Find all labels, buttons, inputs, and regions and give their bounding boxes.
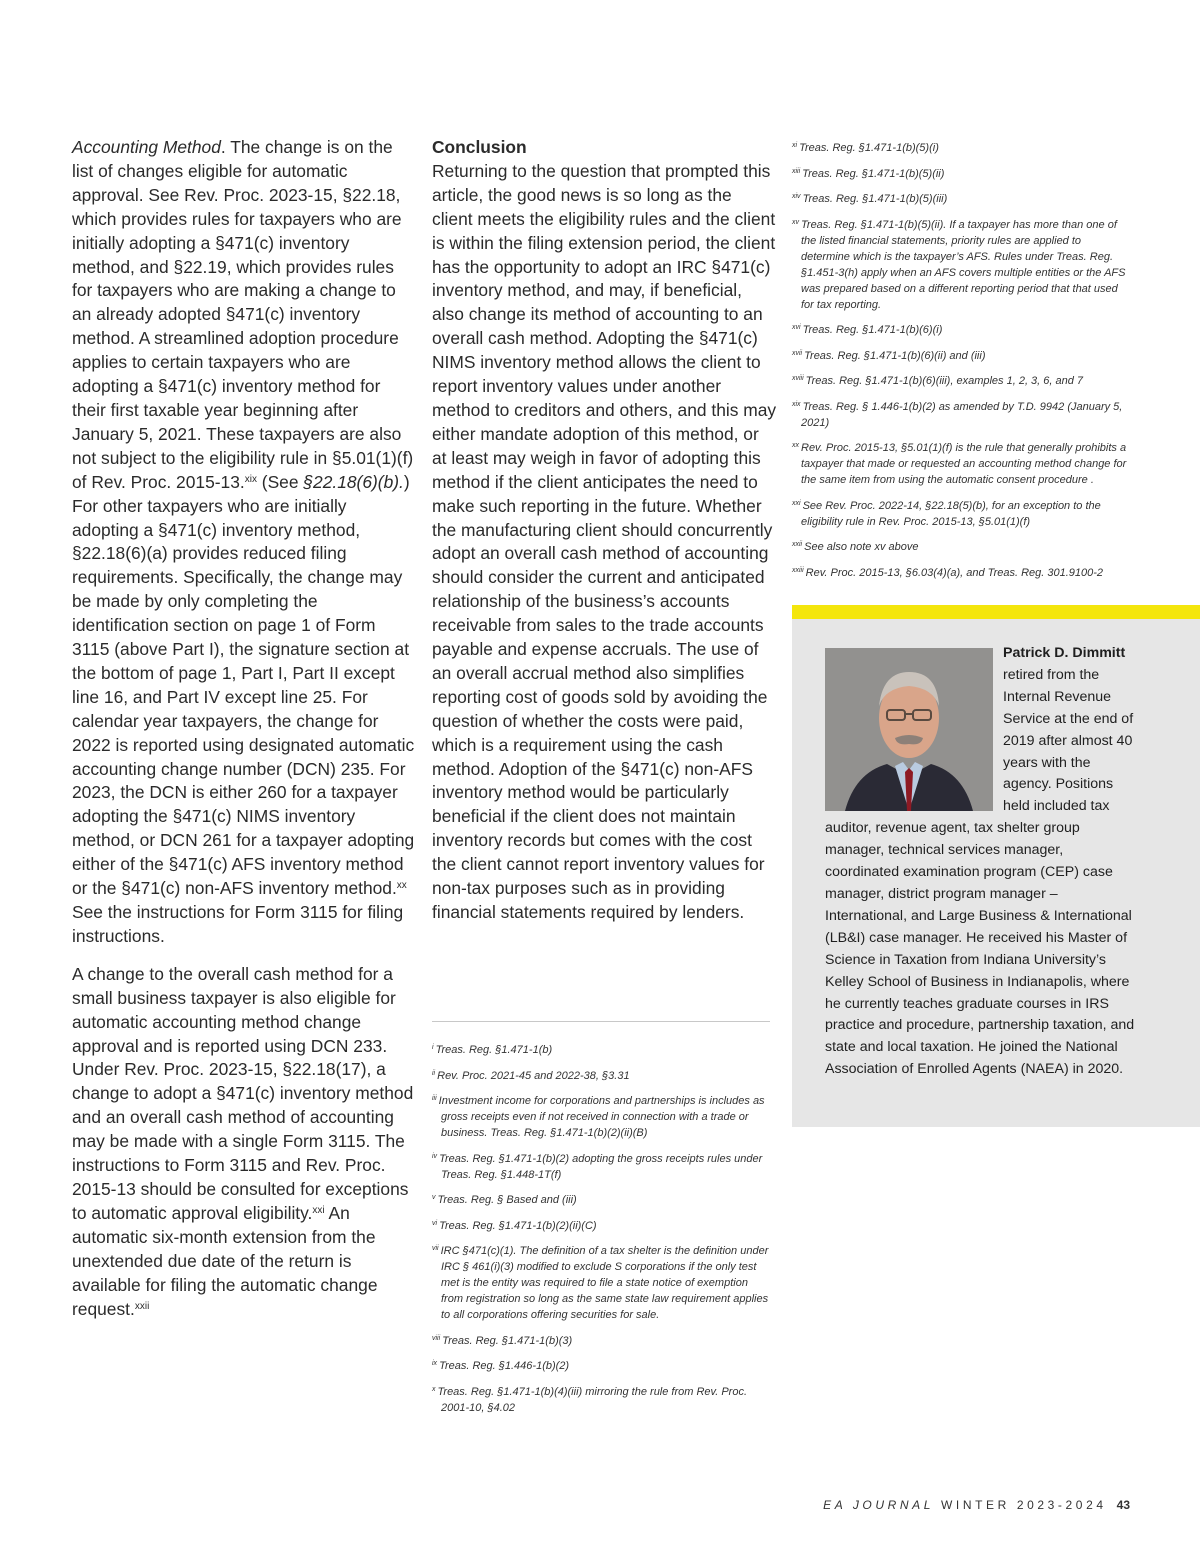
- page-footer: [0, 1498, 1130, 1512]
- footnote-text: IRC §471(c)(1). The definition of a tax shelter is the definition under IRC § 461(i)(3) modified to exclude S corporations if the only test met is the entity was required to file a state notice of exemption from registration so long as the same state law requirement applies to all corporations offering securities for sale.: [440, 1245, 769, 1321]
- footnote-ref[interactable]: xxi: [312, 1204, 325, 1216]
- footnote-text: Treas. Reg. § Based and (iii): [437, 1194, 577, 1206]
- footnote: [432, 1356, 770, 1374]
- footnote: [792, 164, 1132, 182]
- footnote-ref[interactable]: xix: [244, 473, 257, 485]
- footnote-text: Rev. Proc. 2015-13, §5.01(1)(f) is the rule that generally prohibits a taxpayer that made or requested an accounting method change for the same item from using the automatic consent procedure .: [801, 442, 1127, 486]
- footnote: [432, 1040, 770, 1058]
- footnote-number: xix: [792, 400, 801, 408]
- footnote: [792, 371, 1132, 389]
- footnote-number: xv: [792, 218, 799, 226]
- footnote-number: xiii: [792, 167, 801, 175]
- footnote-number: xviii: [792, 375, 804, 382]
- footnote: [792, 320, 1132, 338]
- footnotes-column-3: [792, 138, 1132, 588]
- bio-accent-bar: [792, 605, 1200, 619]
- article-column-1: [72, 136, 417, 1321]
- footnote: [792, 496, 1132, 530]
- paragraph: A change to the overall cash method for a small business taxpayer is also eligible for automatic accounting method change approval and is reported using DCN 233. Under Rev. Proc. 2023-15, §22.18(17), a change to adopt a §471(c) inventory method and an overall cash method of accounting may be made with a single Form 3115. The instructions to Form 3115 and Rev. Proc. 2015-13 should be consulted for exceptions to automatic approval eligibility.$^{xxi}$ An automatic six-month extension from the unextended due date of the return is available for filing the automatic change request.$^{xxii}$: [72, 963, 414, 1319]
- footnote-number: vi: [432, 1219, 438, 1227]
- footnote: [792, 189, 1132, 207]
- article-column-2: [432, 136, 777, 925]
- footnote-text: Treas. Reg. §1.471-1(b)(6)(ii) and (iii): [804, 349, 986, 362]
- author-bio-text: Patrick D. Dimmitt retired from the Internal Revenue Service at the end of 2019 after almost 40 years with the agency. Positions held included tax auditor, revenue agent, tax shelter group manager, technical services manager, coordinated examination program (CEP) case manager, district program manager – International, and Large Business & International (LB&I) case manager. He received his Master of Science in Taxation from Indiana University’s Kelley School of Business in Indianapolis, where he currently teaches graduate courses in IRS practice and procedure, partnership taxation, and state and local taxation. He joined the National Association of Enrolled Agents (NAEA) in 2020.: [825, 645, 1135, 1078]
- footnote: [792, 563, 1132, 581]
- footnote-number: xvii: [792, 349, 803, 357]
- footnote-text: Treas. Reg. §1.471-1(b)(6)(iii), examples 1, 2, 3, 6, and 7: [805, 375, 1084, 387]
- journal-title: EA JOURNAL: [823, 1498, 935, 1512]
- footnote-number: xx: [792, 442, 799, 449]
- footnote: [432, 1216, 770, 1234]
- footnote-number: iii: [432, 1095, 437, 1102]
- footnote-text: Treas. Reg. §1.471-1(b)(4)(iii) mirroring the rule from Rev. Proc. 2001-10, §4.02: [437, 1385, 748, 1414]
- footnote-ref[interactable]: xx: [396, 880, 407, 892]
- footnote-divider: [432, 1021, 770, 1022]
- author-name: Patrick D. Dimmitt: [1003, 645, 1126, 661]
- footnote-text: Rev. Proc. 2015-13, §6.03(4)(a), and Treas. Reg. 301.9100-2: [805, 566, 1104, 579]
- footnote-ref[interactable]: xxii: [134, 1300, 150, 1312]
- footnote-number: ix: [432, 1360, 438, 1367]
- footnote-number: xi: [792, 142, 798, 149]
- footnote-text: See also note xv above: [804, 541, 919, 553]
- footnote-number: x: [432, 1385, 436, 1393]
- paragraph: Accounting Method. The change is on the list of changes eligible for automatic approval. See Rev. Proc. 2023-15, §22.18, which provides rules for taxpayers who are initially adopting a §471(c) inventory method, and §22.19, which provides rules for taxpayers who are making a change to an already adopted §471(c) inventory method. A streamlined adoption procedure applies to certain taxpayers who are adopting a §471(c) inventory method for their first taxable year beginning after January 5, 2021. These taxpayers are also not subject to the eligibility rule in §5.01(1)(f) of Rev. Proc. 2015-13.$^{xix}$ (See §22.18(6)(b).) For other taxpayers who are initially adopting a §471(c) inventory method, §22.18(6)(a) provides reduced filing requirements. Specifically, the change may be made by only completing the identification section on page 1 of Form 3115 (above Part I), the signature section at the bottom of page 1, Part I, Part II except line 16, and Part IV except line 25. For calendar year taxpayers, the change for 2022 is reported using designated automatic accounting change number (DCN) 235. For 2023, the DCN is either 260 for a taxpayer adopting the §471(c) NIMS inventory method, or DCN 261 for a taxpayer adopting either of the §471(c) AFS inventory method or the §471(c) non-AFS inventory method.$^{xx}$ See the instructions for Form 3115 for filing instructions.: [72, 137, 415, 946]
- footnote-number: vii: [432, 1245, 439, 1252]
- footnote: [792, 346, 1132, 364]
- footnote-text: Treas. Reg. §1.471-1(b)(2) adopting the gross receipts rules under Treas. Reg. §1.448-1T(f): [439, 1152, 763, 1181]
- footnote-number: viii: [432, 1334, 441, 1342]
- footnote-text: Treas. Reg. §1.471-1(b)(5)(iii): [802, 193, 948, 205]
- footnote-number: v: [432, 1194, 436, 1201]
- footnote: [792, 397, 1132, 431]
- footnote-number: xxi: [792, 499, 801, 507]
- footnote: [432, 1382, 770, 1416]
- italic-text: Accounting Method: [72, 137, 221, 157]
- footnote: [792, 537, 1132, 555]
- footnote-number: i: [432, 1044, 434, 1051]
- footnote-text: Treas. Reg. §1.471-1(b)(2)(ii)(C): [439, 1219, 597, 1232]
- footnote-text: Treas. Reg. §1.471-1(b)(5)(ii): [802, 167, 945, 180]
- footnote: [792, 215, 1132, 313]
- footnote-text: Treas. Reg. §1.471-1(b)(3): [442, 1334, 573, 1347]
- issue-label: WINTER 2023-2024: [934, 1498, 1107, 1512]
- paragraph: Returning to the question that prompted this article, the good news is so long as the client meets the eligibility rules and the client is within the filing extension period, the client has the opportunity to adopt an IRC §471(c) inventory method, and may, if beneficial, also change its method of accounting to an overall cash method. Adopting the §471(c) NIMS inventory method allows the client to report inventory values under another method to creditors and others, and this may either mandate adoption of this method, or at least may weigh in favor of adopting this method if the client anticipates the need to make such reporting in the future. Whether the manufacturing client should concurrently adopt an overall cash method of accounting should consider the current and anticipated relationship of the business’s accounts receivable from sales to the trade accounts payable and expense accruals. The use of an overall accrual method also simplifies reporting cost of goods sold by avoiding the question of whether the costs were paid, which is a requirement using the cash method. Adoption of the §471(c) non-AFS inventory method would be particularly beneficial if the client does not maintain inventory records but comes with the cost the client cannot report inventory values for non-tax purposes such as in providing financial statements required by lenders.: [432, 160, 777, 922]
- footnote: [432, 1149, 770, 1183]
- footnote-text: Treas. Reg. §1.471-1(b)(6)(i): [802, 324, 943, 336]
- footnote: [792, 438, 1132, 488]
- footnote-text: Rev. Proc. 2021-45 and 2022-38, §3.31: [437, 1069, 630, 1082]
- section-heading: Conclusion: [432, 137, 527, 157]
- footnote-number: ii: [432, 1069, 436, 1077]
- footnote-number: xxii: [792, 541, 803, 548]
- footnote-text: Treas. Reg. §1.471-1(b): [435, 1044, 553, 1056]
- footnote-text: Treas. Reg. § 1.446-1(b)(2) as amended by T.D. 9942 (January 5, 2021): [801, 400, 1123, 429]
- page-number: 43: [1116, 1498, 1130, 1512]
- footnote: [432, 1241, 770, 1323]
- footnote: [432, 1091, 770, 1141]
- footnote: [432, 1066, 770, 1084]
- footnote-text: Investment income for corporations and partnerships is includes as gross receipts even if not received in connection with a trade or business. Treas. Reg. §1.471-1(b)(2)(ii)(B): [438, 1095, 765, 1139]
- footnote-number: xiv: [792, 193, 801, 200]
- footnote: [432, 1331, 770, 1349]
- footnote-number: xvi: [792, 324, 801, 331]
- footnote: [792, 138, 1132, 156]
- footnote: [432, 1190, 770, 1208]
- footnote-number: iv: [432, 1152, 438, 1160]
- footnote-text: Treas. Reg. §1.446-1(b)(2): [439, 1360, 570, 1372]
- footnote-text: Treas. Reg. §1.471-1(b)(5)(i): [799, 142, 939, 154]
- footnote-text: Treas. Reg. §1.471-1(b)(5)(ii). If a taxpayer has more than one of the listed financial statements, priority rules are applied to determine which is the taxpayer’s AFS. Rules under Treas. Reg. §1.451-3(h) apply when an AFS covers multiple entities or the AFS was prepared based on a different reporting period that that used for tax reporting.: [801, 218, 1126, 311]
- footnote-text: See Rev. Proc. 2022-14, §22.18(5)(b), for an exception to the eligibility rule in Rev. Proc. 2015-13, §5.01(1)(f): [801, 499, 1101, 528]
- footnotes-column-2: [432, 1040, 770, 1423]
- footnote-number: xxiii: [792, 566, 804, 574]
